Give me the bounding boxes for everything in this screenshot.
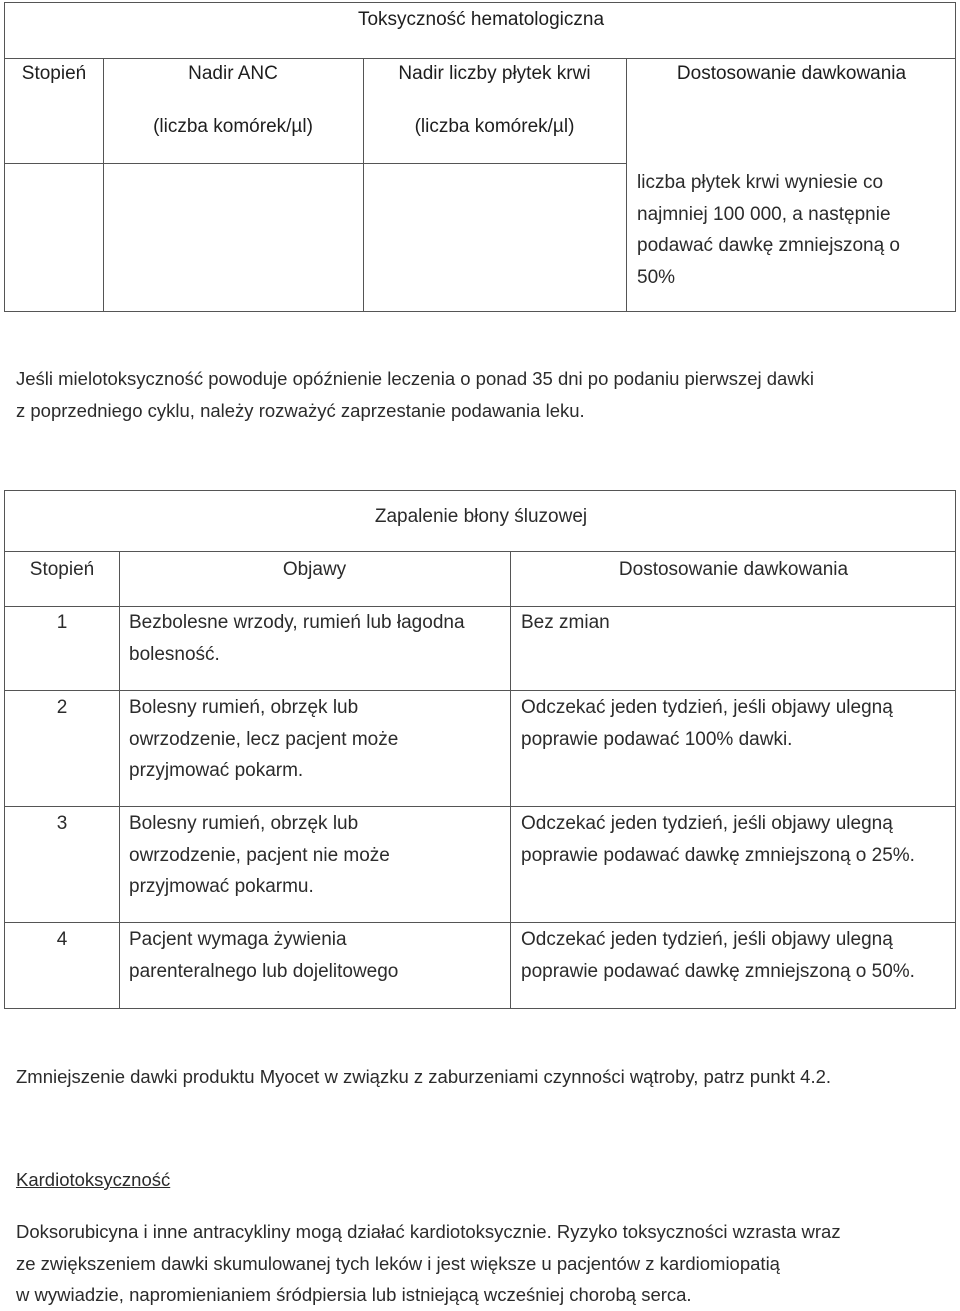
cell-line: Bez zmian	[521, 612, 610, 633]
cell-line: przyjmować pokarm.	[129, 760, 304, 781]
table-divider	[5, 163, 626, 164]
column-header-anc: Nadir ANC	[188, 63, 278, 84]
column-header-anc-unit: (liczba komórek/µl)	[153, 116, 313, 137]
column-header-dose: Dostosowanie dawkowania	[618, 559, 849, 580]
cell-line: Pacjent wymaga żywienia	[129, 929, 347, 950]
grade-cell: 4	[56, 929, 68, 950]
cell-line: poprawie podawać dawkę zmniejszoną o 25%.	[521, 844, 915, 866]
paragraph-line: z poprzedniego cyklu, należy rozważyć zaprzestanie podawania leku.	[16, 399, 585, 421]
cell-line: podawać dawkę zmniejszoną o	[637, 235, 900, 256]
symptoms-cell	[129, 924, 398, 987]
dose-cell	[521, 808, 915, 871]
section-heading-cardiotoxicity: Kardiotoksyczność	[16, 1169, 171, 1190]
cell-line: bolesność.	[129, 643, 220, 665]
table-divider	[5, 922, 955, 923]
cell-line: 50%	[637, 266, 676, 288]
column-header-platelets-unit: (liczba komórek/µl)	[414, 116, 575, 137]
hematology-table	[4, 2, 956, 312]
cell-line: Odczekać jeden tydzień, jeśli objawy ulegną	[521, 929, 893, 950]
cell-line: liczba płytek krwi wyniesie co	[637, 172, 884, 193]
cell-line: poprawie podawać dawkę zmniejszoną o 50%.	[521, 960, 915, 982]
symptoms-cell	[129, 808, 390, 903]
grade-cell: 2	[56, 697, 68, 718]
table-divider	[5, 551, 955, 552]
table-divider	[119, 551, 120, 1008]
grade-cell: 1	[56, 612, 68, 633]
column-header-symptoms: Objawy	[282, 559, 347, 580]
column-header-grade: Stopień	[21, 63, 87, 84]
cell-line: owrzodzenie, pacjent nie może	[129, 844, 390, 866]
paragraph-delay	[16, 363, 946, 426]
column-header-dose: Dostosowanie dawkowania	[676, 63, 907, 84]
mucositis-table	[4, 490, 956, 1009]
column-header-grade: Stopień	[29, 559, 95, 580]
cell-line: poprawie podawać 100% dawki.	[521, 728, 793, 750]
cell-line: najmniej 100 000, a następnie	[637, 203, 891, 225]
symptoms-cell	[129, 607, 465, 670]
table-divider	[510, 551, 511, 1008]
table-divider	[626, 58, 627, 311]
cell-line: przyjmować pokarmu.	[129, 876, 314, 897]
table-divider	[363, 58, 364, 311]
cell-line: Bolesny rumień, obrzęk lub	[129, 697, 359, 718]
symptoms-cell	[129, 692, 398, 787]
table-divider	[103, 58, 104, 311]
table-title: Zapalenie błony śluzowej	[374, 506, 588, 527]
table-title: Toksyczność hematologiczna	[357, 9, 605, 30]
paragraph-line: w wywiadzie, napromienianiem śródpiersia lub istniejącą wcześniej chorobą serca.	[16, 1284, 692, 1305]
paragraph-line: Doksorubicyna i inne antracykliny mogą działać kardiotoksycznie. Ryzyko toksyczności wzrasta wraz	[16, 1221, 841, 1242]
cell-line: Bolesny rumień, obrzęk lub	[129, 813, 359, 834]
cell-line: Bezbolesne wrzody, rumień lub łagodna	[129, 612, 465, 633]
dose-cell	[521, 924, 915, 987]
table-divider	[5, 806, 955, 807]
dose-adjustment-cell	[637, 167, 937, 293]
dose-cell	[521, 692, 893, 755]
grade-cell: 3	[56, 813, 68, 834]
paragraph-liver: Zmniejszenie dawki produktu Myocet w związku z zaburzeniami czynności wątroby, patrz punkt 4.2.	[16, 1066, 832, 1087]
dose-cell	[521, 607, 610, 639]
paragraph-line: ze zwiększeniem dawki skumulowanej tych leków i jest większe u pacjentów z kardiomiopatią	[16, 1252, 780, 1274]
cell-line: Odczekać jeden tydzień, jeśli objawy ulegną	[521, 813, 893, 834]
paragraph-cardiotoxicity	[16, 1216, 946, 1311]
table-divider	[5, 690, 955, 691]
column-header-platelets: Nadir liczby płytek krwi	[398, 63, 591, 84]
paragraph-line: Jeśli mielotoksyczność powoduje opóźnienie leczenia o ponad 35 dni po podaniu pierwszej dawki	[16, 368, 815, 389]
cell-line: parenteralnego lub dojelitowego	[129, 960, 399, 982]
cell-line: Odczekać jeden tydzień, jeśli objawy ulegną	[521, 697, 893, 718]
cell-line: owrzodzenie, lecz pacjent może	[129, 728, 399, 750]
table-divider	[5, 58, 955, 59]
